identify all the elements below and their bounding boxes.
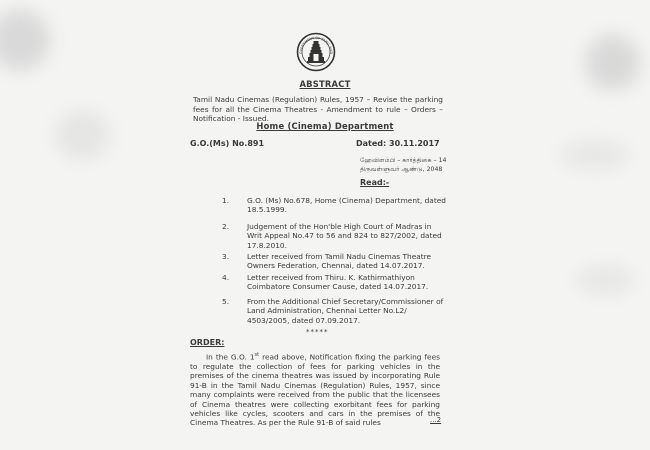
abstract-heading: ABSTRACT (299, 79, 351, 89)
order-heading: ORDER: (190, 338, 225, 347)
tamil-date-line-1: ஹேவிளம்பி – கார்த்திகை – 14 (360, 157, 447, 164)
department-heading: Home (Cinema) Department (256, 121, 394, 131)
separator-stars: ***** (306, 328, 329, 336)
reference-number: 5. (222, 297, 230, 306)
reference-text: From the Additional Chief Secretary/Commissioner of Land Administration, Chennai Letter No.L2/ 4503/2005, dated 07.09.2017. (247, 297, 444, 325)
reference-text: G.O. (Ms) No.678, Home (Cinema) Department, dated 18.5.1999. (247, 196, 446, 215)
reference-number: 4. (222, 273, 230, 282)
svg-text:GOVERNMENT OF TAMIL NADU: OVERNMENT OF TAMIL NAD (298, 35, 334, 55)
reference-text: Letter received from Thiru. K. Kathirmathiyon Coimbatore Consumer Cause, dated 14.07.2017. (247, 273, 429, 292)
tamil-nadu-emblem-icon (296, 32, 336, 72)
page-continuation-marker: ...2 (430, 416, 442, 424)
reference-text: Judgement of the Hon'ble High Court of Madras in Writ Appeal No.47 to 56 and 824 to 827/2002, dated 17.8.2010. (247, 222, 442, 250)
reference-number: 1. (222, 196, 230, 205)
go-number: G.O.(Ms) No.891 (190, 139, 265, 148)
order-text: read above, Notification fixing the parking fees to regulate the collection of fees for parking vehicles in the premises of the cinema theatres was issued by incorporating Rule 91-B in the Tamil Nadu Cinemas (Regulation) Rules, 1957, since many complaints were received from the public that the licensees of Cinema theatres were collecting exorbitant fees for parking vehicles like cycles, scooters and cars in the premises of the Cinema Theatres. As per the Rule 91-B of said rules (190, 352, 441, 428)
reference-text: Letter received from Tamil Nadu Cinemas Theatre Owners Federation, Chennai, dated 14.07.2017. (247, 252, 432, 271)
go-date: Dated: 30.11.2017 (356, 139, 440, 148)
order-paragraph (190, 351, 440, 428)
order-prefix: In the G.O. 1 (206, 352, 255, 362)
tamil-date-line-2: திருவள்ளுவர் ஆண்டு, 2048 (360, 166, 443, 173)
reference-number: 2. (222, 222, 230, 231)
reference-number: 3. (222, 252, 230, 261)
read-label: Read:- (360, 178, 390, 187)
order-superscript: st (254, 352, 260, 358)
subject-text: Tamil Nadu Cinemas (Regulation) Rules, 1957 – Revise the parking fees for all the Cinema Theatres - Amendment to rule – Orders – Notification - Issued. (193, 95, 443, 124)
